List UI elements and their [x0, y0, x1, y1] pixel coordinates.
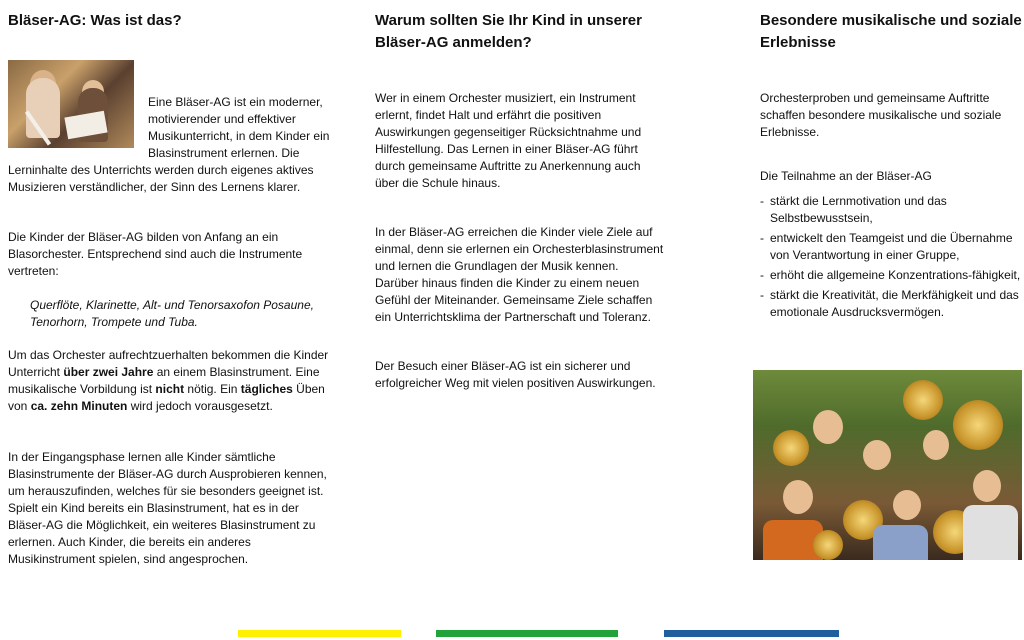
- green-bar: [436, 630, 618, 637]
- heading-what-is: Bläser-AG: Was ist das?: [8, 12, 182, 29]
- list-item: - stärkt die Kreativität, die Merkfähigkeit und das emotionale Ausdrucksvermögen.: [760, 288, 1019, 319]
- entry-phase-paragraph: In der Eingangsphase lernen alle Kinder sämtliche Blasinstrumente der Bläser-AG durch Ausprobieren kennen, um herauszufinden, welches für sie besonders geeignet ist. Spielt ein Kind bereits ein Blasinstrument, hat es in der Bläser-AG die Möglichkeit, ein weiteres Blasinstrument zu erlernen. Auch Kinder, die bereits ein anderes Musikinstrument spielen, sind angesprochen.: [8, 450, 327, 566]
- orchestra-benefits-paragraph: Wer in einem Orchester musiziert, ein Instrument erlernt, findet Halt und erfährt die positiven Auswirkungen gegenseitiger Rücksichtnahme und Hilfestellung. Das Lernen in einer Bläser-AG führt durch gemeinsame Auftritte zu Anerkennung auch über die Schule hinaus.: [375, 91, 642, 190]
- yellow-bar: [238, 630, 401, 637]
- summary-paragraph: Der Besuch einer Bläser-AG ist ein sicherer und erfolgreicher Weg mit vielen positiven Auswirkungen.: [375, 359, 656, 390]
- heading-why-join: Warum sollten Sie Ihr Kind in unserer Bläser-AG anmelden?: [375, 12, 642, 51]
- list-item: - stärkt die Lernmotivation und das Selbstbewusstsein,: [760, 194, 947, 225]
- heading-experiences: Besondere musikalische und soziale Erlebnisse: [760, 12, 1022, 51]
- orchestra-paragraph: Die Kinder der Bläser-AG bilden von Anfang an ein Blasorchester. Entsprechend sind auch die Instrumente vertreten:: [8, 230, 303, 278]
- blue-bar: [664, 630, 839, 637]
- rehearsals-paragraph: Orchesterproben und gemeinsame Auftritte schaffen besondere musikalische und soziale Erlebnisse.: [760, 91, 1002, 139]
- list-item: - erhöht die allgemeine Konzentrations-fähigkeit,: [760, 268, 1021, 282]
- brass-band-photo: [753, 370, 1022, 560]
- color-bars: [0, 630, 1024, 640]
- goals-paragraph: In der Bläser-AG erreichen die Kinder viele Ziele auf einmal, denn sie erlernen ein Orchesterblasinstrument und lernen die Grundlagen der Musik kennen. Darüber hinaus finden die Kinder zu einem neuen Gefühl der Miteinander. Gemeinsame Ziele schaffen ein Unterrichtsklima der Partnerschaft und Toleranz.: [375, 225, 664, 324]
- list-item: - entwickelt den Teamgeist und die Übernahme von Verantwortung in einer Gruppe,: [760, 231, 1013, 262]
- lesson-duration-paragraph: Um das Orchester aufrechtzuerhalten bekommen die Kinder Unterricht über zwei Jahre an einem Blasinstrument. Eine musikalische Vorbildung ist nicht nötig. Ein tägliches Üben von ca. zehn Minuten wird jedoch vorausgesetzt.: [8, 348, 329, 413]
- intro-block: [8, 60, 338, 196]
- participation-intro: Die Teilnahme an der Bläser-AG: [760, 169, 932, 183]
- intro-paragraph: Eine Bläser-AG ist ein moderner, motivierender und effektiver Musikunterricht, in dem Kinder ein Blasinstrument erlernen. Die Lerninhalte des Unterrichts werden durch eigenes aktives Musizieren verständlicher, der Sinn des Lernens klarer.: [8, 95, 330, 194]
- benefits-list: [760, 193, 1022, 324]
- instrument-list: Querflöte, Klarinette, Alt- und Tenorsaxofon Posaune, Tenorhorn, Trompete und Tuba.: [30, 298, 314, 329]
- children-practicing-photo: [8, 60, 134, 148]
